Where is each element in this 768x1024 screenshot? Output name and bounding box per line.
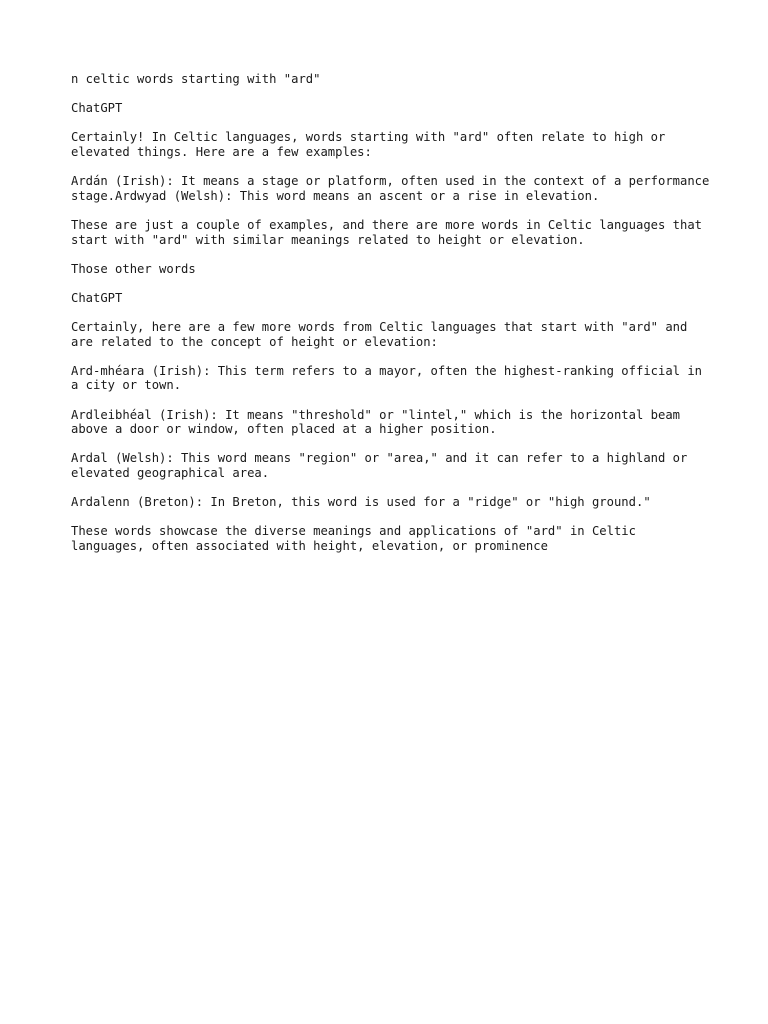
word-entry-ardleibheal: Ardleibhéal (Irish): It means "threshold" or "lintel," which is the horizontal beam above a door or window, often placed at a higher position. [71, 407, 681, 437]
response-closing-1: These are just a couple of examples, and there are more words in Celtic languages that start with "ard" with similar meanings related to height or elevation. [71, 217, 703, 247]
user-prompt-1: n celtic words starting with "ard" [71, 72, 321, 86]
response-intro-1: Certainly! In Celtic languages, words starting with "ard" often relate to high or elevated things. Here are a few examples: [71, 130, 666, 159]
word-entry-ard-mheara: Ard-mhéara (Irish): This term refers to a mayor, often the highest-ranking official in a city or town. [71, 363, 703, 393]
word-entry-ardalenn: Ardalenn (Breton): In Breton, this word is used for a "ridge" or "high ground." [71, 495, 651, 510]
speaker-label-1: ChatGPT [71, 101, 123, 116]
response-intro-2: Certainly, here are a few more words from Celtic languages that start with "ard" and are related to the concept of height or elevation: [71, 320, 688, 349]
document-page [71, 72, 711, 568]
speaker-label-2: ChatGPT [71, 290, 123, 305]
word-entry-ardal: Ardal (Welsh): This word means "region" or "area," and it can refer to a highland or elevated geographical area. [71, 451, 688, 481]
response-closing-2: These words showcase the diverse meanings and applications of "ard" in Celtic languages, often associated with height, elevation, or prominence [71, 524, 636, 553]
response-examples-1: Ardán (Irish): It means a stage or platform, often used in the context of a performance stage.Ardwyad (Welsh): This word means an ascent or a rise in elevation. [71, 174, 710, 203]
user-prompt-2: Those other words [71, 261, 196, 276]
